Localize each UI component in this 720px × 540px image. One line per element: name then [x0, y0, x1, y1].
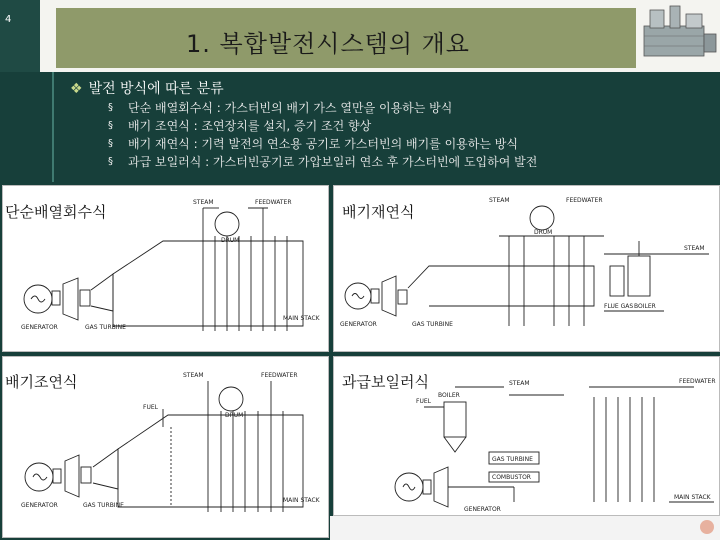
- diagram-label: 배기조연식: [5, 373, 78, 391]
- drum-tag: DRUM: [225, 412, 244, 419]
- turbine-tag: GAS TURBINE: [492, 456, 533, 463]
- list-item: [106, 135, 537, 153]
- feedwater-tag: FEEDWATER: [255, 199, 292, 206]
- list-item: [106, 153, 537, 171]
- steam-tag: STEAM: [509, 380, 530, 387]
- fuel-tag: FUEL: [416, 398, 431, 405]
- generator-tag: GENERATOR: [21, 324, 58, 331]
- section-heading: [70, 78, 224, 98]
- square-bullet-icon: §: [108, 138, 113, 149]
- bullet-text: 배기 재연식 : 기력 발전의 연소용 공기로 가스터빈의 배기를 이용하는 방식: [128, 137, 518, 151]
- turbine-tag: GAS TURBINE: [412, 321, 453, 328]
- turbine-tag: GAS TURBINE: [85, 324, 126, 331]
- steam-tag: STEAM: [183, 372, 204, 379]
- list-item: [106, 117, 537, 135]
- page-number: 4: [5, 14, 12, 25]
- diagram-label: 단순배열회수식: [5, 203, 107, 221]
- generator-tag: GENERATOR: [21, 502, 58, 509]
- diagram-panel-simple-hrsg: [2, 185, 329, 352]
- section-divider: [52, 72, 54, 182]
- bullet-text: 배기 조연식 : 조연장치를 설치, 증기 조건 향상: [128, 119, 372, 133]
- square-bullet-icon: §: [108, 156, 113, 167]
- generator-tag: GENERATOR: [340, 321, 377, 328]
- flue-gas-tag: FLUE GAS: [604, 303, 634, 310]
- stack-tag: STEAM: [684, 245, 705, 252]
- list-item: [106, 99, 537, 117]
- bullet-text: 단순 배열회수식 : 가스터빈의 배기 가스 열만을 이용하는 방식: [128, 101, 453, 115]
- stack-tag: MAIN STACK: [283, 497, 320, 504]
- diagram-panel-supercharged-boiler: [333, 356, 720, 516]
- steam-tag: STEAM: [489, 197, 510, 204]
- square-bullet-icon: §: [108, 120, 113, 131]
- stack-tag: MAIN STACK: [674, 494, 711, 501]
- steam-tag: STEAM: [193, 199, 214, 206]
- fuel-tag: FUEL: [143, 404, 158, 411]
- stack-tag: MAIN STACK: [283, 315, 320, 322]
- feedwater-tag: FEEDWATER: [566, 197, 603, 204]
- header-left-band: [0, 0, 40, 72]
- page-title: 1. 복합발전시스템의 개요: [186, 30, 470, 58]
- feedwater-tag: FEEDWATER: [261, 372, 298, 379]
- drum-tag: DRUM: [221, 237, 240, 244]
- diagram-label: 배기재연식: [342, 203, 415, 221]
- diagram-panel-supplementary-firing: [2, 356, 329, 538]
- boiler-tag: BOILER: [438, 392, 460, 399]
- bullet-list: [106, 99, 537, 171]
- section-heading-text: 발전 방식에 따른 분류: [88, 81, 224, 97]
- drum-tag: DRUM: [534, 229, 553, 236]
- diagram-panel-exhaust-repowering: [333, 185, 720, 352]
- diamond-bullet-icon: ❖: [70, 81, 83, 97]
- turbine-tag: GAS TURBINE: [83, 502, 124, 509]
- boiler-tag: BOILER: [634, 303, 656, 310]
- generator-tag: GENERATOR: [464, 506, 501, 513]
- combustor-tag: COMBUSTOR: [492, 474, 531, 481]
- bullet-text: 과급 보일러식 : 가스터빈공기로 가압보일러 연소 후 가스터빈에 도입하여 발전: [128, 155, 538, 169]
- feedwater-tag: FEEDWATER: [679, 378, 716, 385]
- footer-band: [330, 516, 720, 540]
- power-plant-illustration: [636, 0, 720, 72]
- square-bullet-icon: §: [108, 102, 113, 113]
- logo-icon: [700, 520, 714, 534]
- diagram-label: 과급보일러식: [342, 373, 429, 391]
